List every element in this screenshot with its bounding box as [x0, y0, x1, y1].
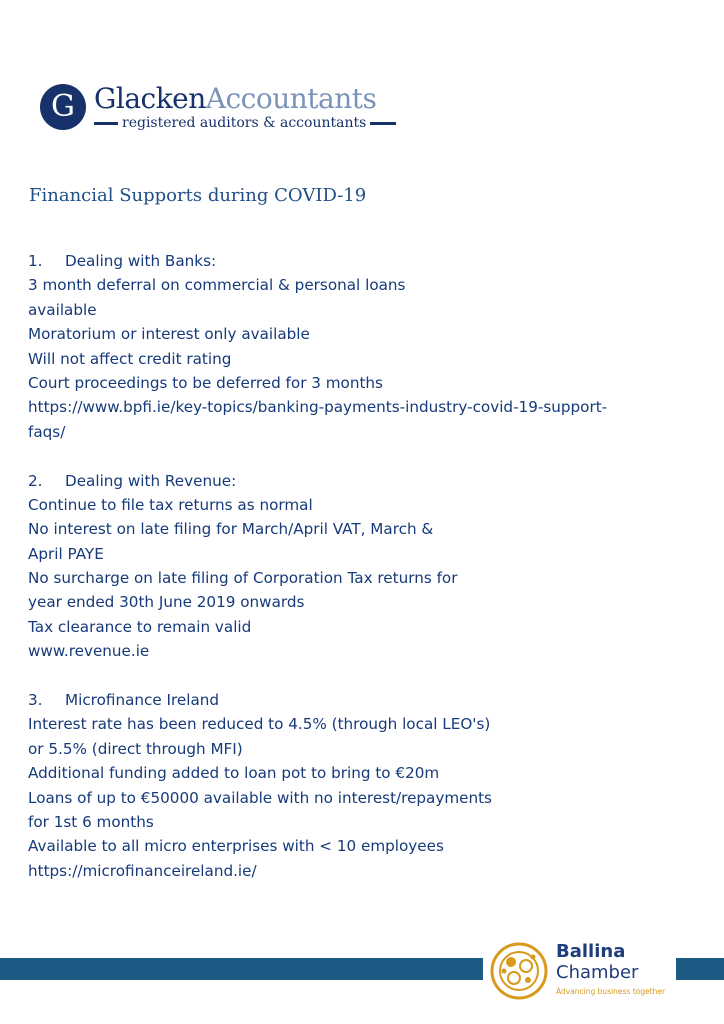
section-number: 2.	[28, 471, 43, 490]
tagline-dash-left	[94, 122, 118, 125]
logo-tagline-row	[94, 114, 396, 132]
section-line: Will not affect credit rating	[28, 349, 232, 368]
section-line: No surcharge on late filing of Corporation Tax returns for	[28, 569, 458, 588]
spacer	[28, 444, 708, 468]
microfinance-link[interactable]: https://microfinanceireland.ie/	[28, 861, 257, 880]
section-line: April PAYE	[28, 544, 104, 563]
section-number: 1.	[28, 252, 43, 270]
bpfi-link[interactable]: https://www.bpfi.ie/key-topics/banking-payments-industry-covid-19-support-	[28, 398, 608, 417]
spacer	[28, 664, 708, 688]
footer-bar-left	[0, 958, 483, 980]
section-line: for 1st 6 months	[28, 812, 154, 831]
section-banks	[28, 249, 708, 444]
section-line: Loans of up to €50000 available with no interest/repayments	[28, 788, 492, 807]
ballina-tagline: Advancing business together	[556, 987, 666, 996]
logo-g-circle: G	[40, 84, 86, 130]
logo-name	[94, 82, 376, 116]
document-title: Financial Supports during COVID-19	[29, 185, 367, 206]
bpfi-link-continued[interactable]: faqs/	[28, 422, 66, 441]
section-number: 3.	[28, 691, 43, 710]
section-line: Moratorium or interest only available	[28, 325, 310, 344]
section-line: Tax clearance to remain valid	[28, 617, 252, 636]
section-line: 3 month deferral on commercial & personal loans	[28, 276, 406, 295]
section-line: No interest on late filing for March/April VAT, March &	[28, 520, 434, 539]
section-heading-text: Dealing with Banks:	[65, 252, 217, 270]
section-line: available	[28, 300, 97, 319]
section-heading-text: Dealing with Revenue:	[65, 471, 237, 490]
section-line: Available to all micro enterprises with < 10 employees	[28, 837, 444, 856]
logo-name-part2: Accountants	[205, 82, 377, 115]
section-heading-text: Microfinance Ireland	[65, 691, 220, 710]
footer-bar-right	[676, 958, 724, 980]
section-heading	[28, 249, 708, 273]
ballina-name: Ballina	[556, 941, 626, 962]
section-line: Continue to file tax returns as normal	[28, 495, 313, 514]
glacken-accountants-logo	[40, 82, 420, 142]
logo-name-part1: Glacken	[94, 82, 206, 115]
section-line: Court proceedings to be deferred for 3 months	[28, 373, 383, 392]
revenue-link[interactable]: www.revenue.ie	[28, 642, 150, 661]
ballina-chamber-logo	[488, 940, 678, 1004]
document-body	[28, 249, 708, 883]
section-revenue	[28, 469, 708, 664]
section-heading	[28, 688, 708, 712]
section-line: year ended 30th June 2019 onwards	[28, 593, 305, 612]
section-heading	[28, 469, 708, 493]
chamber-name: Chamber	[556, 962, 639, 983]
ballina-chamber-emblem-icon	[488, 940, 550, 1002]
section-line: Additional funding added to loan pot to bring to €20m	[28, 764, 440, 783]
section-line: or 5.5% (direct through MFI)	[28, 739, 243, 758]
section-line: Interest rate has been reduced to 4.5% (through local LEO's)	[28, 715, 491, 734]
tagline-dash-right	[370, 122, 396, 125]
section-microfinance	[28, 688, 708, 883]
logo-tagline: registered auditors & accountants	[122, 115, 367, 131]
